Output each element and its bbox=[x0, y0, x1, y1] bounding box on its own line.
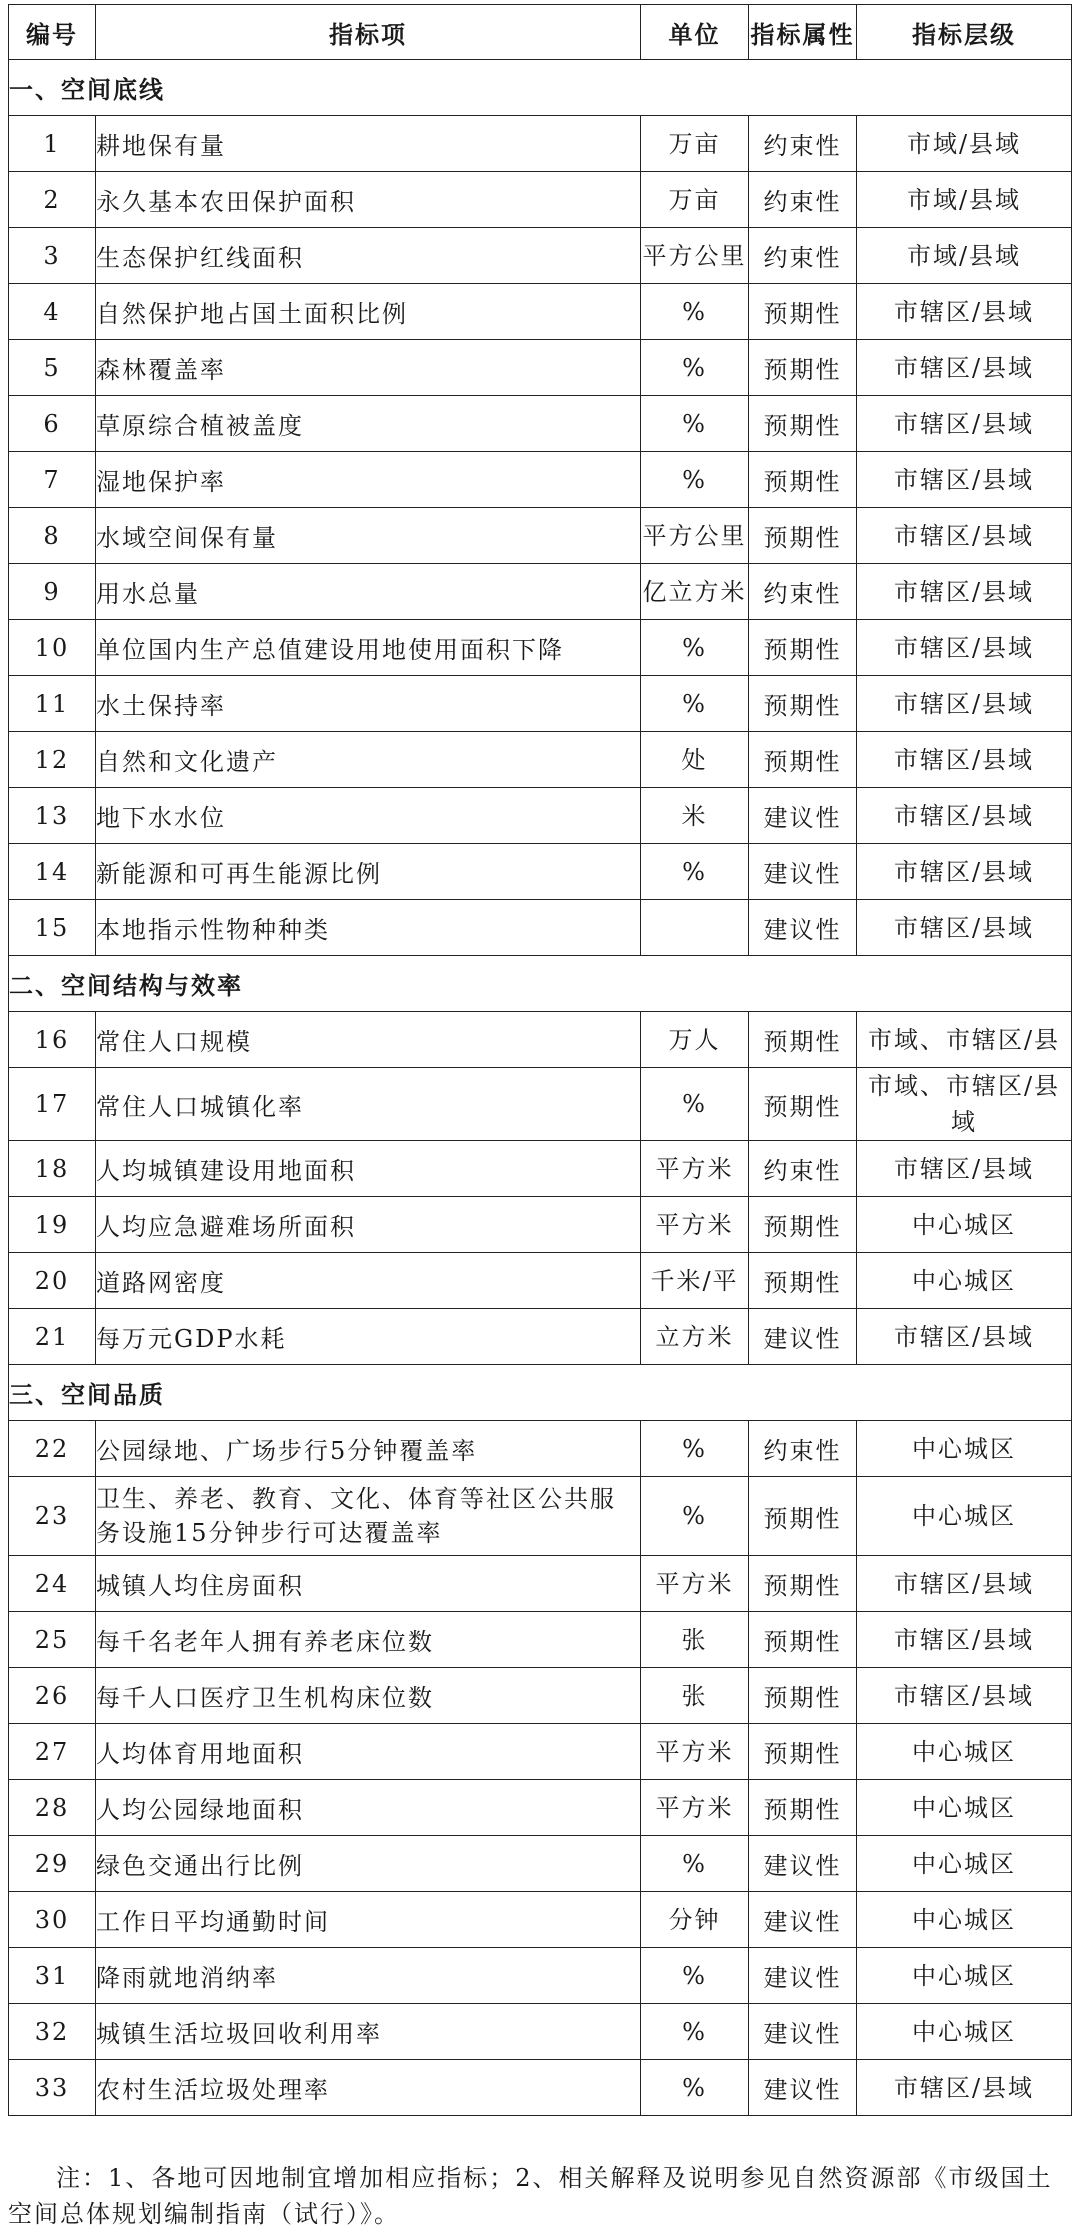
cell-unit-cell bbox=[641, 1253, 749, 1309]
cell-name: 城镇人均住房面积 bbox=[96, 1556, 641, 1612]
table-row bbox=[9, 1836, 1072, 1892]
table-row bbox=[9, 1668, 1072, 1724]
cell-attr: 约束性 bbox=[749, 172, 857, 228]
cell-unit: % bbox=[641, 452, 749, 508]
cell-unit: 千米/平 bbox=[650, 1266, 739, 1295]
table-row bbox=[9, 1141, 1072, 1197]
cell-level: 市域/县域 bbox=[857, 172, 1072, 228]
cell-unit: % bbox=[641, 284, 749, 340]
cell-name: 农村生活垃圾处理率 bbox=[96, 2060, 641, 2116]
cell-attr: 预期性 bbox=[749, 1253, 857, 1309]
cell-unit: 处 bbox=[641, 732, 749, 788]
table-row bbox=[9, 1556, 1072, 1612]
cell-name: 单位国内生产总值建设用地使用面积下降 bbox=[96, 620, 641, 676]
cell-attr: 预期性 bbox=[749, 732, 857, 788]
cell-name: 每万元GDP水耗 bbox=[96, 1309, 641, 1365]
cell-name: 人均体育用地面积 bbox=[96, 1724, 641, 1780]
cell-name: 生态保护红线面积 bbox=[96, 228, 641, 284]
table-row bbox=[9, 732, 1072, 788]
cell-attr: 预期性 bbox=[749, 1477, 857, 1556]
cell-unit: % bbox=[641, 2004, 749, 2060]
cell-level: 市域、市辖区/县 bbox=[867, 1025, 1061, 1054]
table-row bbox=[9, 1612, 1072, 1668]
cell-attr: 预期性 bbox=[749, 1780, 857, 1836]
table-row bbox=[9, 1724, 1072, 1780]
cell-attr: 建议性 bbox=[749, 1309, 857, 1365]
section-title: 三、空间品质 bbox=[9, 1365, 1072, 1421]
cell-attr: 预期性 bbox=[749, 620, 857, 676]
cell-attr: 约束性 bbox=[749, 228, 857, 284]
cell-attr: 约束性 bbox=[749, 1141, 857, 1197]
cell-name: 水土保持率 bbox=[96, 676, 641, 732]
cell-name: 卫生、养老、教育、文化、体育等社区公共服务设施15分钟步行可达覆盖率 bbox=[96, 1485, 616, 1547]
cell-unit: 张 bbox=[641, 1612, 749, 1668]
cell-name: 人均应急避难场所面积 bbox=[96, 1197, 641, 1253]
table-row bbox=[9, 788, 1072, 844]
header-no: 编号 bbox=[9, 5, 96, 60]
cell-unit: 平方米 bbox=[641, 1197, 749, 1253]
cell-unit: 平方公里 bbox=[641, 508, 749, 564]
cell-unit: % bbox=[641, 676, 749, 732]
table-row bbox=[9, 1892, 1072, 1948]
cell-level-cell bbox=[857, 1012, 1072, 1068]
cell-level: 市辖区/县域 bbox=[857, 508, 1072, 564]
header-unit: 单位 bbox=[641, 5, 749, 60]
cell-name: 自然保护地占国土面积比例 bbox=[96, 284, 641, 340]
cell-attr: 建议性 bbox=[749, 2004, 857, 2060]
cell-level: 市辖区/县域 bbox=[857, 620, 1072, 676]
cell-attr: 建议性 bbox=[749, 844, 857, 900]
cell-name: 公园绿地、广场步行5分钟覆盖率 bbox=[96, 1421, 641, 1477]
cell-name: 常住人口城镇化率 bbox=[96, 1068, 641, 1141]
cell-attr: 预期性 bbox=[749, 1197, 857, 1253]
cell-unit: 平方米 bbox=[641, 1141, 749, 1197]
cell-unit: 米 bbox=[641, 788, 749, 844]
table-row bbox=[9, 564, 1072, 620]
table-row bbox=[9, 1780, 1072, 1836]
cell-name: 草原综合植被盖度 bbox=[96, 396, 641, 452]
cell-unit: % bbox=[641, 1477, 749, 1556]
cell-level: 中心城区 bbox=[857, 1421, 1072, 1477]
cell-no: 1 bbox=[9, 116, 96, 172]
table-row bbox=[9, 340, 1072, 396]
cell-unit: 万亩 bbox=[641, 172, 749, 228]
cell-unit: % bbox=[641, 620, 749, 676]
table-row bbox=[9, 676, 1072, 732]
footnote: 注：1、各地可因地制宜增加相应指标；2、相关解释及说明参见自然资源部《市级国土空间总体规划编制指南（试行）》。 bbox=[8, 2164, 1053, 2228]
cell-unit: % bbox=[641, 1948, 749, 2004]
cell-name: 绿色交通出行比例 bbox=[96, 1836, 641, 1892]
cell-unit: 平方米 bbox=[641, 1724, 749, 1780]
table-row bbox=[9, 172, 1072, 228]
cell-level: 市辖区/县域 bbox=[857, 732, 1072, 788]
cell-name: 耕地保有量 bbox=[96, 116, 641, 172]
cell-unit: 平方米 bbox=[641, 1556, 749, 1612]
cell-level: 中心城区 bbox=[857, 1836, 1072, 1892]
cell-level: 市辖区/县域 bbox=[857, 340, 1072, 396]
table-row bbox=[9, 620, 1072, 676]
cell-name: 新能源和可再生能源比例 bbox=[96, 844, 641, 900]
cell-attr: 建议性 bbox=[749, 1892, 857, 1948]
cell-no: 5 bbox=[9, 340, 96, 396]
table-row bbox=[9, 844, 1072, 900]
cell-attr: 预期性 bbox=[749, 1612, 857, 1668]
table-row bbox=[9, 116, 1072, 172]
cell-no: 9 bbox=[9, 564, 96, 620]
cell-attr: 建议性 bbox=[749, 1836, 857, 1892]
cell-level: 中心城区 bbox=[857, 2004, 1072, 2060]
cell-level: 市辖区/县域 bbox=[857, 1556, 1072, 1612]
cell-no: 14 bbox=[9, 844, 96, 900]
cell-name: 人均公园绿地面积 bbox=[96, 1780, 641, 1836]
cell-level: 市辖区/县域 bbox=[857, 564, 1072, 620]
cell-no: 15 bbox=[9, 900, 96, 956]
cell-unit: % bbox=[641, 1068, 749, 1141]
cell-name: 用水总量 bbox=[96, 564, 641, 620]
cell-no: 12 bbox=[9, 732, 96, 788]
cell-no: 33 bbox=[9, 2060, 96, 2116]
cell-name: 道路网密度 bbox=[96, 1253, 641, 1309]
section-title: 一、空间底线 bbox=[9, 60, 1072, 116]
cell-no: 21 bbox=[9, 1309, 96, 1365]
cell-name-cell bbox=[96, 1477, 641, 1556]
cell-level: 市域、市辖区/县域 bbox=[857, 1068, 1072, 1141]
cell-attr: 建议性 bbox=[749, 900, 857, 956]
cell-level: 市辖区/县域 bbox=[857, 396, 1072, 452]
cell-level: 中心城区 bbox=[857, 1724, 1072, 1780]
cell-attr: 预期性 bbox=[749, 396, 857, 452]
cell-level: 市辖区/县域 bbox=[857, 452, 1072, 508]
cell-no: 13 bbox=[9, 788, 96, 844]
cell-attr: 预期性 bbox=[749, 452, 857, 508]
cell-no: 28 bbox=[9, 1780, 96, 1836]
cell-unit: 亿立方米 bbox=[641, 564, 749, 620]
cell-attr: 预期性 bbox=[749, 1556, 857, 1612]
cell-unit: % bbox=[641, 396, 749, 452]
cell-level: 市域/县域 bbox=[857, 116, 1072, 172]
table-row bbox=[9, 1421, 1072, 1477]
table-row bbox=[9, 1948, 1072, 2004]
cell-no: 17 bbox=[9, 1068, 96, 1141]
cell-attr: 预期性 bbox=[749, 1012, 857, 1068]
cell-no: 22 bbox=[9, 1421, 96, 1477]
table-row bbox=[9, 2004, 1072, 2060]
cell-no: 31 bbox=[9, 1948, 96, 2004]
cell-level: 市辖区/县域 bbox=[857, 900, 1072, 956]
cell-unit: 平方公里 bbox=[641, 228, 749, 284]
header-attr: 指标属性 bbox=[749, 5, 857, 60]
cell-name: 人均城镇建设用地面积 bbox=[96, 1141, 641, 1197]
cell-attr: 预期性 bbox=[749, 676, 857, 732]
cell-no: 29 bbox=[9, 1836, 96, 1892]
cell-attr: 约束性 bbox=[749, 116, 857, 172]
cell-name: 地下水水位 bbox=[96, 788, 641, 844]
cell-level: 中心城区 bbox=[857, 1197, 1072, 1253]
cell-name: 城镇生活垃圾回收利用率 bbox=[96, 2004, 641, 2060]
cell-unit: % bbox=[641, 340, 749, 396]
cell-no: 8 bbox=[9, 508, 96, 564]
cell-unit: 分钟 bbox=[641, 1892, 749, 1948]
cell-level: 中心城区 bbox=[857, 1780, 1072, 1836]
cell-no: 27 bbox=[9, 1724, 96, 1780]
cell-name: 本地指示性物种种类 bbox=[96, 900, 641, 956]
cell-level: 市辖区/县域 bbox=[857, 284, 1072, 340]
table-row bbox=[9, 900, 1072, 956]
cell-name: 工作日平均通勤时间 bbox=[96, 1892, 641, 1948]
table-row bbox=[9, 2060, 1072, 2116]
cell-level: 市辖区/县域 bbox=[857, 676, 1072, 732]
cell-name: 森林覆盖率 bbox=[96, 340, 641, 396]
cell-no: 19 bbox=[9, 1197, 96, 1253]
table-row bbox=[9, 1253, 1072, 1309]
cell-level: 市辖区/县域 bbox=[857, 2060, 1072, 2116]
cell-attr: 预期性 bbox=[749, 508, 857, 564]
cell-no: 10 bbox=[9, 620, 96, 676]
cell-level: 市辖区/县域 bbox=[857, 1612, 1072, 1668]
cell-unit: 平方米 bbox=[641, 1780, 749, 1836]
cell-no: 20 bbox=[9, 1253, 96, 1309]
cell-unit bbox=[641, 900, 749, 956]
cell-no: 32 bbox=[9, 2004, 96, 2060]
cell-unit: 立方米 bbox=[641, 1309, 749, 1365]
cell-attr: 建议性 bbox=[749, 2060, 857, 2116]
cell-level: 市域/县域 bbox=[857, 228, 1072, 284]
table-header-row bbox=[9, 5, 1072, 60]
cell-level: 中心城区 bbox=[857, 1253, 1072, 1309]
cell-unit: % bbox=[641, 2060, 749, 2116]
section-row bbox=[9, 1365, 1072, 1421]
cell-level: 市辖区/县域 bbox=[857, 844, 1072, 900]
table-row bbox=[9, 1012, 1072, 1068]
cell-no: 18 bbox=[9, 1141, 96, 1197]
cell-name: 常住人口规模 bbox=[96, 1012, 641, 1068]
cell-attr: 建议性 bbox=[749, 788, 857, 844]
cell-attr: 预期性 bbox=[749, 340, 857, 396]
cell-attr: 约束性 bbox=[749, 1421, 857, 1477]
cell-level: 市辖区/县域 bbox=[857, 1309, 1072, 1365]
header-level: 指标层级 bbox=[857, 5, 1072, 60]
table-row bbox=[9, 508, 1072, 564]
cell-no: 6 bbox=[9, 396, 96, 452]
indicator-table bbox=[8, 4, 1072, 2116]
section-title: 二、空间结构与效率 bbox=[9, 956, 1072, 1012]
cell-unit: 万人 bbox=[641, 1012, 749, 1068]
cell-name: 降雨就地消纳率 bbox=[96, 1948, 641, 2004]
cell-no: 2 bbox=[9, 172, 96, 228]
cell-level: 市辖区/县域 bbox=[857, 788, 1072, 844]
section-row bbox=[9, 60, 1072, 116]
cell-level: 中心城区 bbox=[857, 1948, 1072, 2004]
cell-attr: 预期性 bbox=[749, 284, 857, 340]
table-row bbox=[9, 1309, 1072, 1365]
table-body bbox=[9, 60, 1072, 2116]
cell-no: 3 bbox=[9, 228, 96, 284]
cell-no: 16 bbox=[9, 1012, 96, 1068]
cell-level: 市辖区/县域 bbox=[857, 1668, 1072, 1724]
cell-no: 7 bbox=[9, 452, 96, 508]
cell-no: 4 bbox=[9, 284, 96, 340]
cell-no: 23 bbox=[9, 1477, 96, 1556]
cell-attr: 预期性 bbox=[749, 1668, 857, 1724]
cell-no: 26 bbox=[9, 1668, 96, 1724]
table-row bbox=[9, 1477, 1072, 1556]
table-row bbox=[9, 1068, 1072, 1141]
cell-level: 市辖区/县域 bbox=[857, 1141, 1072, 1197]
cell-level: 中心城区 bbox=[857, 1477, 1072, 1556]
cell-unit: % bbox=[641, 1836, 749, 1892]
table-row bbox=[9, 284, 1072, 340]
cell-no: 11 bbox=[9, 676, 96, 732]
cell-name: 永久基本农田保护面积 bbox=[96, 172, 641, 228]
cell-unit: 张 bbox=[641, 1668, 749, 1724]
table-row bbox=[9, 452, 1072, 508]
cell-name: 自然和文化遗产 bbox=[96, 732, 641, 788]
cell-no: 25 bbox=[9, 1612, 96, 1668]
cell-level: 中心城区 bbox=[857, 1892, 1072, 1948]
cell-unit: 万亩 bbox=[641, 116, 749, 172]
cell-name: 每千人口医疗卫生机构床位数 bbox=[96, 1668, 641, 1724]
cell-attr: 预期性 bbox=[749, 1724, 857, 1780]
cell-attr: 约束性 bbox=[749, 564, 857, 620]
cell-attr: 建议性 bbox=[749, 1948, 857, 2004]
cell-name: 水域空间保有量 bbox=[96, 508, 641, 564]
cell-no: 24 bbox=[9, 1556, 96, 1612]
header-name: 指标项 bbox=[96, 5, 641, 60]
section-row bbox=[9, 956, 1072, 1012]
cell-no: 30 bbox=[9, 1892, 96, 1948]
table-row bbox=[9, 228, 1072, 284]
cell-name: 每千名老年人拥有养老床位数 bbox=[96, 1612, 641, 1668]
table-row bbox=[9, 1197, 1072, 1253]
cell-attr: 预期性 bbox=[749, 1068, 857, 1141]
cell-unit: % bbox=[641, 1421, 749, 1477]
table-row bbox=[9, 396, 1072, 452]
cell-unit: % bbox=[641, 844, 749, 900]
cell-name: 湿地保护率 bbox=[96, 452, 641, 508]
